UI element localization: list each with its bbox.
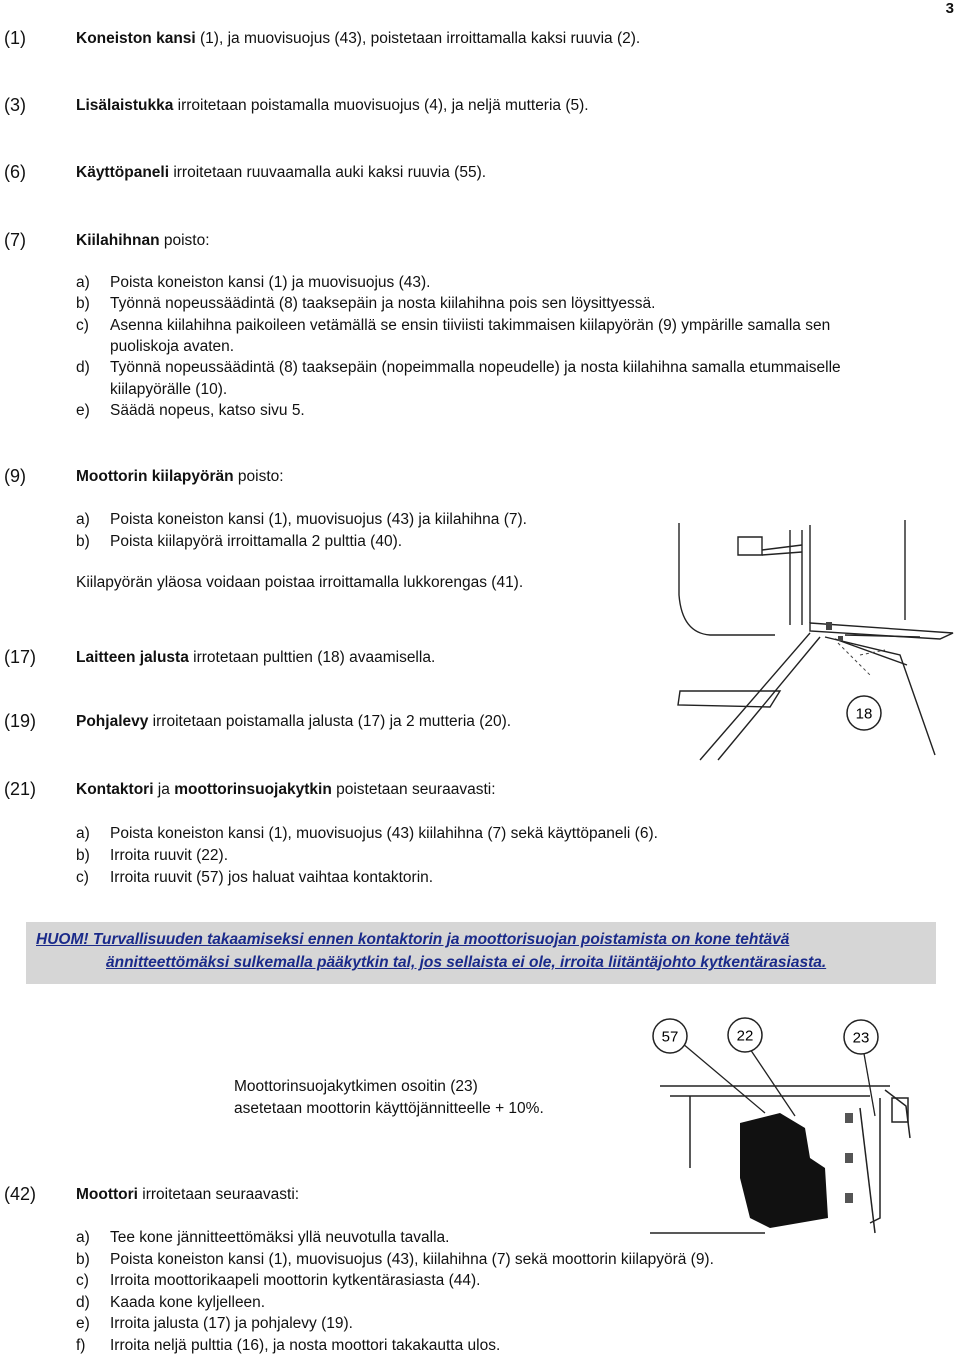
callout-57	[653, 1019, 687, 1053]
list-item	[76, 1337, 500, 1355]
section-9-note: Kiilapyörän yläosa voidaan poistaa irroittamalla lukkorengas (41).	[76, 574, 524, 591]
section-number-7: (7)	[4, 230, 26, 250]
section-6-heading	[76, 164, 486, 182]
callout-18-label: 18	[855, 705, 873, 723]
list-item	[76, 1315, 353, 1333]
section-42-heading	[76, 1186, 299, 1204]
list-item	[76, 533, 402, 551]
list-text: Poista koneiston kansi (1) ja muovisuojus (43).	[110, 274, 431, 291]
list-item	[76, 317, 830, 335]
list-text: Irroita moottorikaapeli moottorin kytkentärasiasta (44).	[110, 1272, 481, 1289]
section-21-mid: ja	[153, 781, 175, 798]
stand-illustration	[670, 515, 960, 755]
list-text: Poista koneiston kansi (1), muovisuojus (43), kiilahihna (7) sekä moottorin kiilapyörä (9).	[110, 1251, 714, 1268]
section-number-42: (42)	[4, 1184, 37, 1204]
list-text-continued: kiilapyörälle (10).	[110, 381, 228, 398]
callout-18	[847, 696, 881, 730]
list-item	[76, 511, 527, 529]
list-item	[76, 869, 433, 887]
contactor-illustration	[630, 1018, 930, 1258]
callout-22-label: 22	[736, 1027, 754, 1045]
list-item	[76, 274, 430, 292]
list-item	[76, 402, 305, 420]
list-text: Irroita jalusta (17) ja pohjalevy (19).	[110, 1315, 353, 1332]
page-number: 3	[945, 0, 954, 17]
list-item	[76, 825, 658, 843]
list-text: Tee kone jännitteettömäksi yllä neuvotulla tavalla.	[110, 1229, 450, 1246]
section-1-heading	[76, 30, 640, 48]
section-number-21: (21)	[4, 779, 37, 799]
list-label: c)	[76, 317, 89, 334]
list-text: Poista kiilapyörä irroittamalla 2 pulttia (40).	[110, 533, 403, 550]
list-label: e)	[76, 402, 90, 419]
list-item	[76, 1294, 265, 1312]
section-number-1: (1)	[4, 28, 26, 48]
section-3-text: irroitetaan poistamalla muovisuojus (4), ja neljä mutteria (5).	[173, 97, 589, 114]
list-item	[76, 1272, 480, 1290]
section-9-title: Moottorin kiilapyörän	[76, 468, 234, 485]
section-7-title: Kiilahihnan	[76, 232, 160, 249]
callout-23	[844, 1020, 878, 1054]
callout-23-label: 23	[852, 1029, 870, 1047]
section-9-text: poisto:	[233, 468, 284, 485]
list-text: Asenna kiilahihna paikoileen vetämällä se ensin tiiviisti takimmaisen kiilapyörän (9) ympärille samalla sen	[110, 317, 831, 334]
section-21-title-2: moottorinsuojakytkin	[174, 781, 332, 798]
section-42-title: Moottori	[76, 1186, 138, 1203]
list-label: b)	[76, 295, 90, 312]
list-label: b)	[76, 847, 90, 864]
section-1-text: (1), ja muovisuojus (43), poistetaan irroittamalla kaksi ruuvia (2).	[195, 30, 641, 47]
warning-note-line-2: ännitteettömäksi sulkemalla pääkytkin tal, jos sellaista ei ole, irroita liitäntäjohto kytkentärasiasta.	[106, 954, 827, 971]
list-label: a)	[76, 511, 90, 528]
section-9-heading	[76, 468, 284, 486]
section-17-title: Laitteen jalusta	[76, 649, 189, 666]
section-number-19: (19)	[4, 711, 37, 731]
list-label: a)	[76, 825, 90, 842]
list-text: Irroita ruuvit (57) jos haluat vaihtaa kontaktorin.	[110, 869, 434, 886]
callout-22	[728, 1018, 762, 1052]
section-17-text: irrotetaan pulttien (18) avaamisella.	[188, 649, 436, 666]
figure-caption-line-2: asetetaan moottorin käyttöjännitteelle + 10%.	[234, 1100, 544, 1117]
section-6-text: irroitetaan ruuvaamalla auki kaksi ruuvia (55).	[169, 164, 487, 181]
section-3-title: Lisälaistukka	[76, 97, 174, 114]
section-7-text: poisto:	[159, 232, 210, 249]
list-text: Työnnä nopeussäädintä (8) taaksepäin ja nosta kiilahihna pois sen löysittyessä.	[110, 295, 656, 312]
list-item	[76, 359, 841, 377]
list-item	[76, 1229, 449, 1247]
section-17-heading	[76, 649, 435, 667]
section-21-heading	[76, 781, 496, 799]
warning-note-line-1: HUOM! Turvallisuuden takaamiseksi ennen kontaktorin ja moottorisuojan poistamista on kone tehtävä	[36, 931, 790, 948]
section-number-3: (3)	[4, 95, 26, 115]
section-19-title: Pohjalevy	[76, 713, 149, 730]
section-number-9: (9)	[4, 466, 26, 486]
section-3-heading	[76, 97, 589, 115]
section-42-text: irroitetaan seuraavasti:	[137, 1186, 300, 1203]
list-label: e)	[76, 1315, 90, 1332]
list-label: a)	[76, 1229, 90, 1246]
figure-caption-line-1: Moottorinsuojakytkimen osoitin (23)	[234, 1078, 478, 1095]
list-label: d)	[76, 359, 90, 376]
section-19-text: irroitetaan poistamalla jalusta (17) ja 2 mutteria (20).	[148, 713, 512, 730]
section-number-6: (6)	[4, 162, 26, 182]
list-text: Kaada kone kyljelleen.	[110, 1294, 266, 1311]
list-text: Säädä nopeus, katso sivu 5.	[110, 402, 305, 419]
list-text: Poista koneiston kansi (1), muovisuojus (43) kiilahihna (7) sekä käyttöpaneli (6).	[110, 825, 658, 842]
list-label: c)	[76, 869, 89, 886]
list-label: d)	[76, 1294, 90, 1311]
list-label: b)	[76, 533, 90, 550]
list-text: Irroita neljä pulttia (16), ja nosta moottori takakautta ulos.	[110, 1337, 501, 1354]
list-text: Poista koneiston kansi (1), muovisuojus (43) ja kiilahihna (7).	[110, 511, 527, 528]
section-6-title: Käyttöpaneli	[76, 164, 170, 181]
section-21-text: poistetaan seuraavasti:	[331, 781, 496, 798]
section-1-title: Koneiston kansi	[76, 30, 196, 47]
list-item	[76, 1251, 714, 1269]
callout-57-label: 57	[661, 1028, 679, 1046]
list-item	[76, 295, 655, 313]
section-19-heading	[76, 713, 511, 731]
section-7-heading	[76, 232, 210, 250]
list-label: f)	[76, 1337, 86, 1354]
list-label: a)	[76, 274, 90, 291]
list-text: Työnnä nopeussäädintä (8) taaksepäin (nopeimmalla nopeudelle) ja nosta kiilahihna samalla etummaiselle	[110, 359, 841, 376]
list-text-continued: puoliskoja avaten.	[110, 338, 235, 355]
list-label: b)	[76, 1251, 90, 1268]
section-number-17: (17)	[4, 647, 37, 667]
section-21-title: Kontaktori	[76, 781, 154, 798]
list-label: c)	[76, 1272, 89, 1289]
list-item	[76, 847, 228, 865]
list-text: Irroita ruuvit (22).	[110, 847, 229, 864]
